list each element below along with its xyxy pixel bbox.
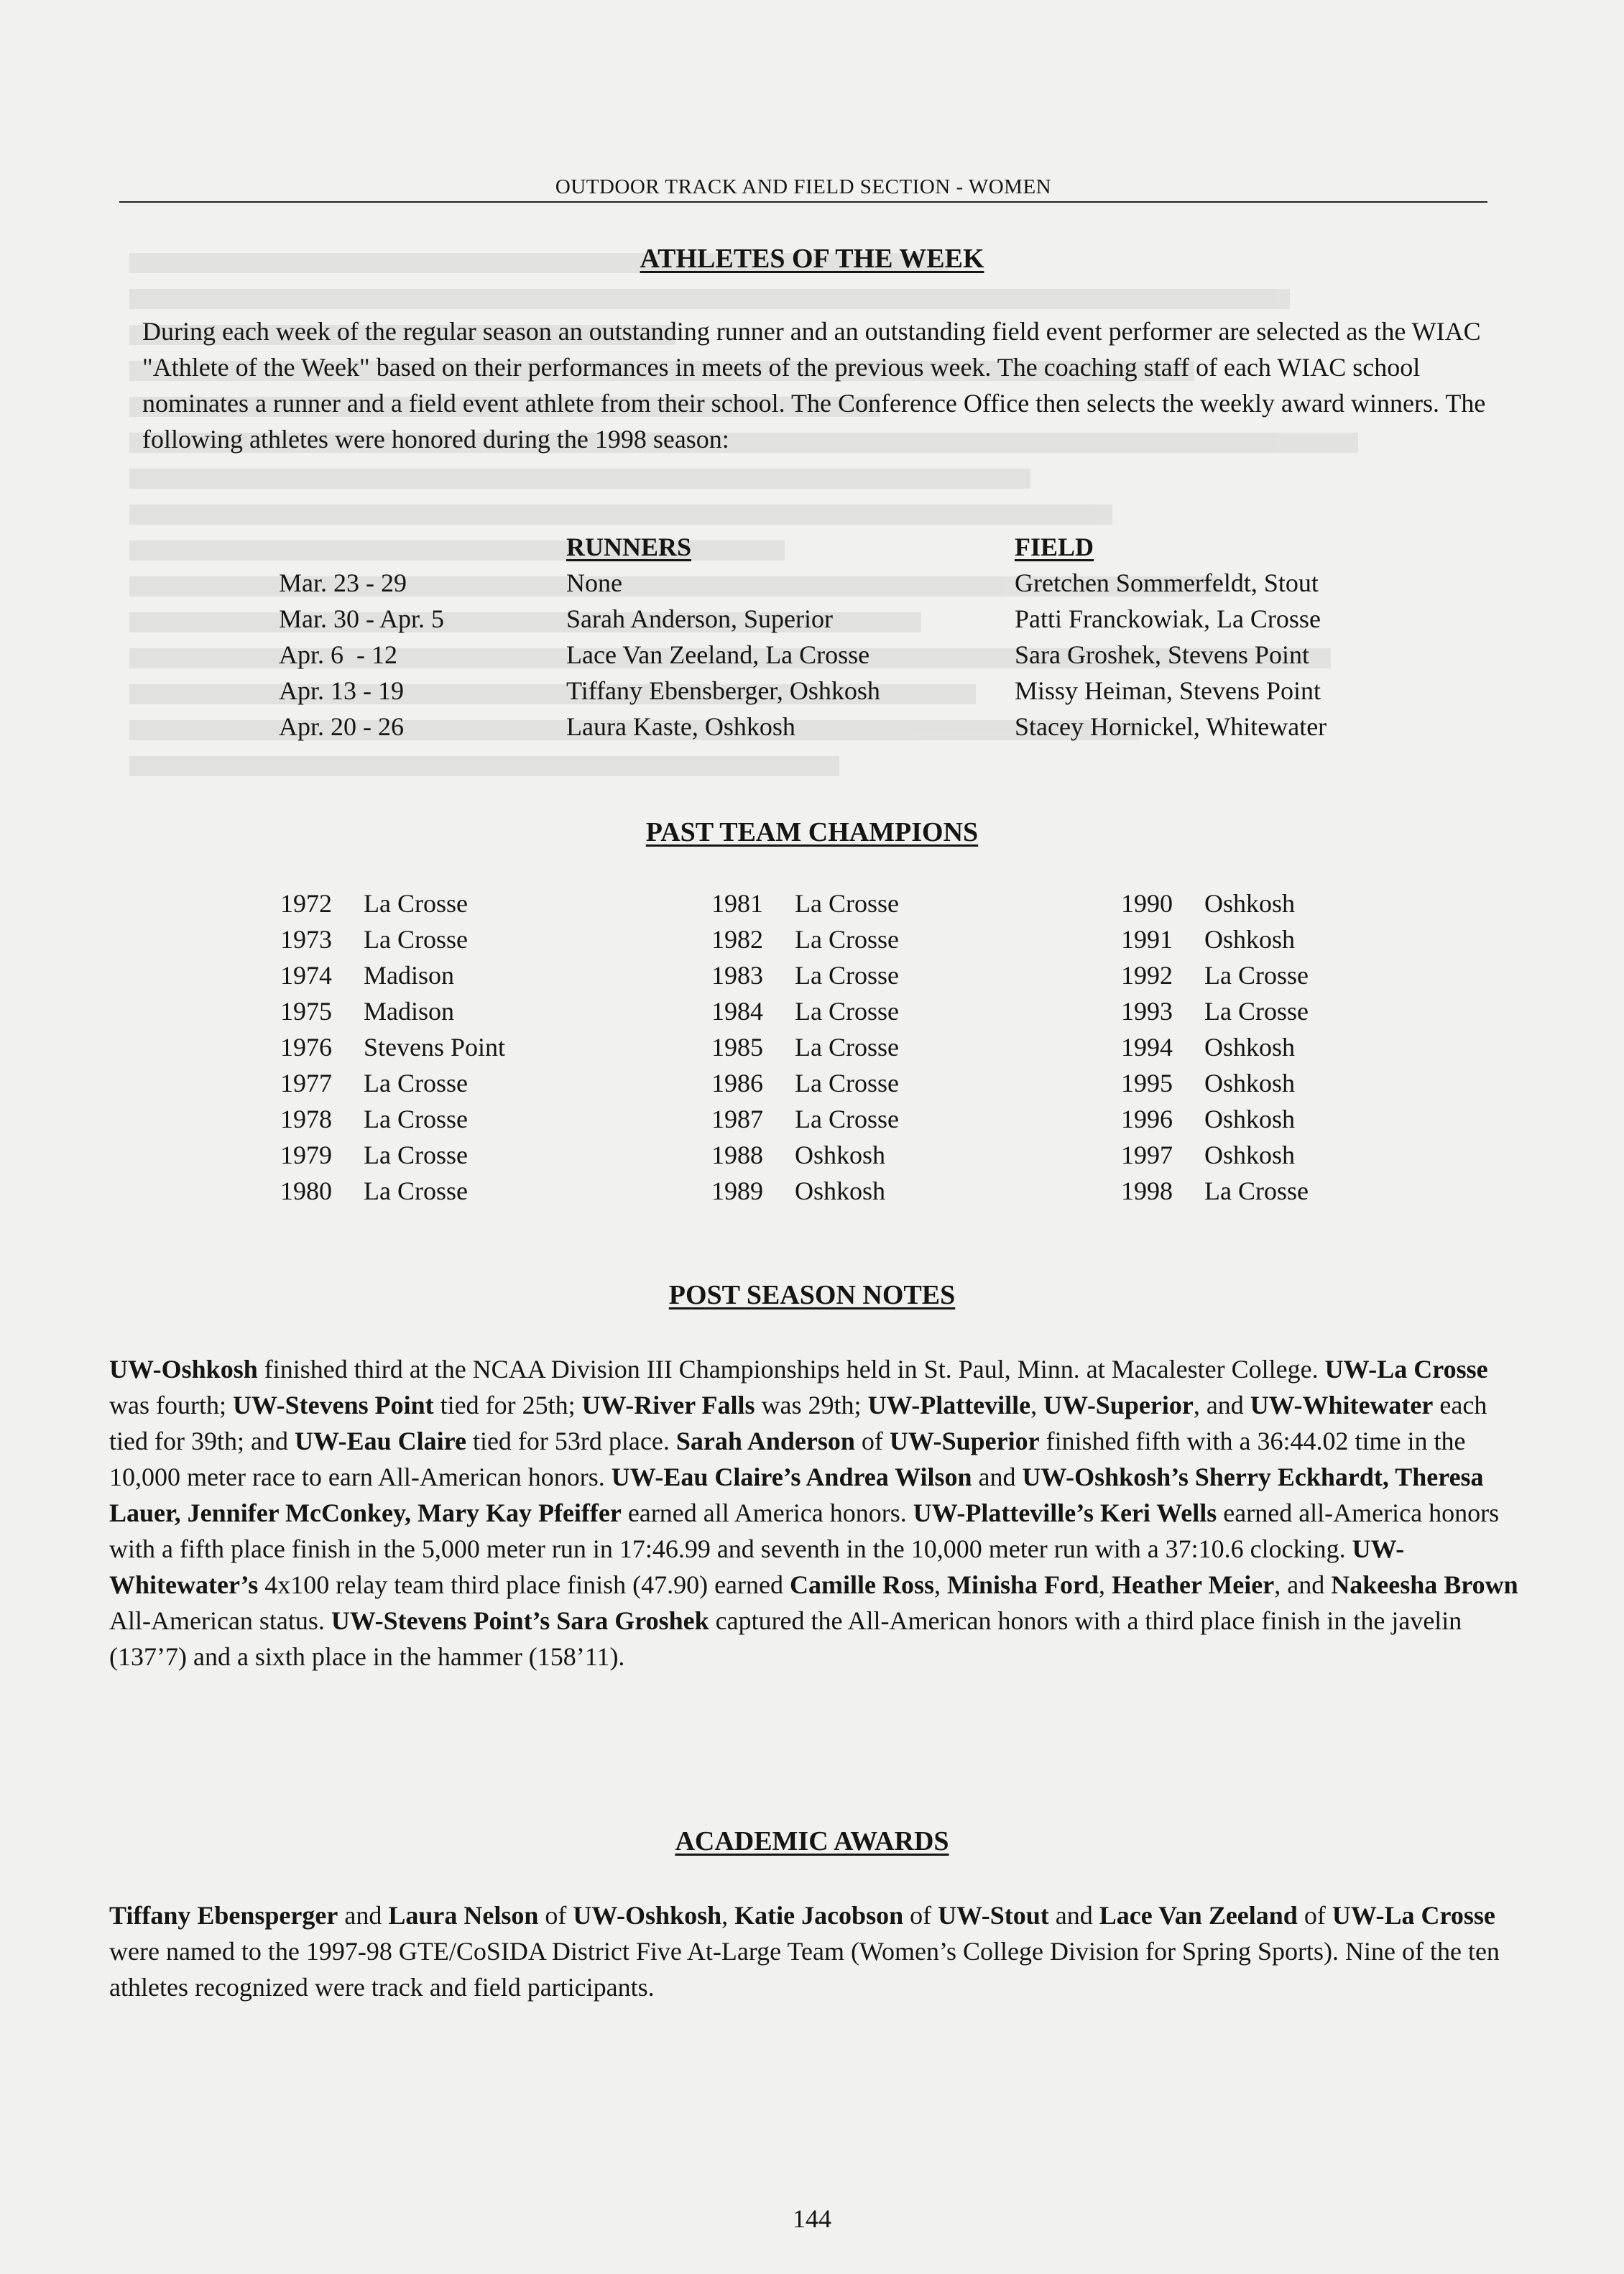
champion-team: Madison: [364, 997, 454, 1026]
runner-winner: Sarah Anderson, Superior: [566, 604, 833, 633]
page-number: 144: [793, 2204, 831, 2233]
bold-text-segment: UW-Superior: [889, 1427, 1040, 1455]
bold-text-segment: Katie Jacobson: [734, 1901, 904, 1930]
champion-year: 1991: [1121, 925, 1173, 954]
champion-year: 1982: [711, 925, 763, 954]
champion-team: Madison: [364, 961, 454, 990]
week-dates: Apr. 20 - 26: [279, 712, 404, 741]
field-winner: Stacey Hornickel, Whitewater: [1015, 712, 1327, 741]
text-segment: 4x100 relay team third place finish (47.90) earned: [258, 1570, 790, 1599]
champion-year: 1978: [280, 1105, 332, 1133]
champion-year: 1994: [1121, 1033, 1173, 1062]
champion-team: La Crosse: [795, 889, 899, 918]
text-segment: , and: [1193, 1391, 1250, 1419]
bold-text-segment: UW-Eau Claire: [294, 1427, 466, 1455]
champion-team: La Crosse: [1204, 961, 1309, 990]
champion-row: [711, 1101, 899, 1137]
text-segment: tied for 25th;: [433, 1391, 582, 1419]
bold-text-segment: Lace Van Zeeland: [1099, 1901, 1298, 1930]
champion-year: 1980: [280, 1177, 332, 1205]
past-champions-heading: PAST TEAM CHAMPIONS: [645, 817, 979, 847]
text-segment: captured the All-American honors with a third place finish in the javelin (137’7) and a sixth place in the hammer (158’11).: [109, 1606, 1462, 1671]
runner-winner: Lace Van Zeeland, La Crosse: [566, 640, 870, 669]
text-segment: , and: [1274, 1570, 1332, 1599]
champion-row: [1121, 1029, 1309, 1065]
champion-year: 1976: [280, 1033, 332, 1062]
champion-year: 1985: [711, 1033, 763, 1062]
champion-team: La Crosse: [1204, 997, 1309, 1026]
champion-row: [1121, 1173, 1309, 1209]
text-segment: ,: [721, 1901, 735, 1930]
champions-column-1: [280, 885, 505, 1209]
field-winner: Sara Groshek, Stevens Point: [1015, 640, 1309, 669]
champion-row: [280, 1101, 505, 1137]
champion-row: [711, 1029, 899, 1065]
champion-row: [280, 1173, 505, 1209]
champion-team: La Crosse: [364, 1069, 468, 1097]
text-segment: ,: [1099, 1570, 1112, 1599]
bold-text-segment: UW-Stout: [938, 1901, 1049, 1930]
bold-text-segment: UW-La Crosse: [1332, 1901, 1495, 1930]
champion-row: [1121, 957, 1309, 993]
champion-team: La Crosse: [795, 961, 899, 990]
champion-year: 1983: [711, 961, 763, 990]
champion-year: 1998: [1121, 1177, 1173, 1205]
champion-team: Oshkosh: [1204, 1141, 1296, 1169]
champion-team: La Crosse: [795, 925, 899, 954]
champion-year: 1977: [280, 1069, 332, 1097]
champion-team: La Crosse: [364, 1105, 468, 1133]
field-winner: Gretchen Sommerfeldt, Stout: [1015, 568, 1319, 597]
champion-row: [711, 993, 899, 1029]
champion-team: Oshkosh: [1204, 1033, 1296, 1062]
runners-heading: RUNNERS: [566, 533, 692, 561]
champion-year: 1981: [711, 889, 763, 918]
champion-row: [280, 1029, 505, 1065]
champion-row: [1121, 1137, 1309, 1173]
champion-team: La Crosse: [795, 1105, 899, 1133]
text-segment: finished third at the NCAA Division III Championships held in St. Paul, Minn. at Macalester College.: [257, 1355, 1325, 1384]
champion-year: 1979: [280, 1141, 332, 1169]
week-dates: Apr. 13 - 19: [279, 676, 404, 705]
bold-text-segment: UW-River Falls: [581, 1391, 755, 1419]
bold-text-segment: Minisha Ford: [947, 1570, 1099, 1599]
champion-team: La Crosse: [795, 1033, 899, 1062]
champion-team: Oshkosh: [795, 1177, 886, 1205]
bold-text-segment: UW-La Crosse: [1324, 1355, 1488, 1384]
academic-awards-heading: ACADEMIC AWARDS: [675, 1826, 949, 1856]
field-column: [1015, 529, 1327, 745]
academic-awards-paragraph: [109, 1897, 1522, 2005]
section-header: OUTDOOR TRACK AND FIELD SECTION - WOMEN: [119, 175, 1487, 203]
bold-text-segment: UW-Stevens Point: [232, 1391, 434, 1419]
text-segment: All-American status.: [109, 1606, 331, 1635]
bold-text-segment: UW-Whitewater’s: [109, 1534, 1405, 1599]
bold-text-segment: UW-Whitewater: [1250, 1391, 1434, 1419]
champion-row: [280, 1065, 505, 1101]
text-segment: earned all America honors.: [621, 1499, 913, 1527]
text-segment: earned all-America honors with a fifth place finish in the 5,000 meter run in 17:46.99 and seventh in the 10,000 meter run with a 37:10.6 clocking.: [109, 1499, 1500, 1563]
champion-row: [711, 1137, 899, 1173]
text-segment: finished fifth with a 36:44.02 time in the 10,000 meter race to earn All-American honors.: [109, 1427, 1466, 1491]
champion-year: 1987: [711, 1105, 763, 1133]
bold-text-segment: UW-Stevens Point’s Sara Groshek: [331, 1606, 709, 1635]
text-segment: of: [854, 1427, 890, 1455]
champion-row: [711, 1173, 899, 1209]
champion-team: La Crosse: [364, 1177, 468, 1205]
text-segment: and: [1048, 1901, 1099, 1930]
champion-row: [711, 921, 899, 957]
week-dates: Mar. 23 - 29: [279, 568, 407, 597]
champion-row: [280, 885, 505, 921]
week-dates: Apr. 6 - 12: [279, 640, 397, 669]
champion-year: 1986: [711, 1069, 763, 1097]
field-winner: Patti Franckowiak, La Crosse: [1015, 604, 1321, 633]
text-segment: of: [903, 1901, 938, 1930]
champion-row: [1121, 885, 1309, 921]
champion-year: 1973: [280, 925, 332, 954]
runners-column: [566, 529, 880, 745]
text-segment: tied for 53rd place.: [466, 1427, 676, 1455]
text-segment: each tied for 39th; and: [109, 1391, 1487, 1455]
champion-year: 1997: [1121, 1141, 1173, 1169]
champions-column-3: [1121, 885, 1309, 1209]
champion-team: Oshkosh: [1204, 1105, 1296, 1133]
bold-text-segment: UW-Platteville: [867, 1391, 1031, 1419]
champion-row: [280, 993, 505, 1029]
champion-year: 1984: [711, 997, 763, 1026]
bold-text-segment: Camille Ross: [790, 1570, 934, 1599]
champion-row: [1121, 1101, 1309, 1137]
bold-text-segment: UW-Platteville’s Keri Wells: [913, 1499, 1217, 1527]
champion-year: 1972: [280, 889, 332, 918]
text-segment: and: [338, 1901, 389, 1930]
champion-team: Oshkosh: [1204, 1069, 1296, 1097]
runner-winner: Laura Kaste, Oshkosh: [566, 712, 795, 741]
field-heading: FIELD: [1015, 533, 1094, 561]
champion-team: La Crosse: [795, 1069, 899, 1097]
bold-text-segment: Sarah Anderson: [675, 1427, 855, 1455]
post-season-paragraph: [109, 1351, 1522, 1675]
champion-year: 1990: [1121, 889, 1173, 918]
text-segment: was 29th;: [755, 1391, 868, 1419]
runner-winner: None: [566, 568, 622, 597]
champion-row: [1121, 993, 1309, 1029]
champion-year: 1975: [280, 997, 332, 1026]
champion-team: Oshkosh: [795, 1141, 886, 1169]
field-winner: Missy Heiman, Stevens Point: [1015, 676, 1321, 705]
champion-team: Oshkosh: [1204, 925, 1296, 954]
runner-winner: Tiffany Ebensberger, Oshkosh: [566, 676, 880, 705]
champion-team: La Crosse: [1204, 1177, 1309, 1205]
champion-year: 1996: [1121, 1105, 1173, 1133]
athletes-of-week-heading: ATHLETES OF THE WEEK: [640, 244, 984, 274]
champion-team: La Crosse: [364, 925, 468, 954]
champion-year: 1993: [1121, 997, 1173, 1026]
athletes-of-week-intro: During each week of the regular season an outstanding runner and an outstanding field event performer are selected as the WIAC "Athlete of the Week" based on their performances in meets of the previous week. The coaching staff of each WIAC school nominates a runner and a field event athlete from their school. The Conference Office then selects the weekly award winners. The following athletes were honored during the 1998 season:: [142, 317, 1486, 454]
week-dates: Mar. 30 - Apr. 5: [279, 604, 444, 633]
champion-row: [1121, 1065, 1309, 1101]
champion-row: [711, 957, 899, 993]
champion-team: Oshkosh: [1204, 889, 1296, 918]
champion-year: 1989: [711, 1177, 763, 1205]
champion-row: [280, 1137, 505, 1173]
text-segment: was fourth;: [109, 1391, 233, 1419]
bold-text-segment: Laura Nelson: [388, 1901, 539, 1930]
text-segment: of: [538, 1901, 573, 1930]
text-segment: and: [972, 1463, 1023, 1491]
champion-row: [711, 1065, 899, 1101]
champion-row: [711, 885, 899, 921]
bold-text-segment: UW-Oshkosh’s Sherry Eckhardt, Theresa Lauer, Jennifer McConkey, Mary Kay Pfeiffer: [109, 1463, 1484, 1527]
text-segment: ,: [1030, 1391, 1044, 1419]
champion-row: [280, 957, 505, 993]
champion-year: 1974: [280, 961, 332, 990]
bold-text-segment: Nakeesha Brown: [1331, 1570, 1518, 1599]
bold-text-segment: UW-Oshkosh: [573, 1901, 722, 1930]
bold-text-segment: Heather Meier: [1112, 1570, 1275, 1599]
bold-text-segment: UW-Eau Claire’s Andrea Wilson: [611, 1463, 972, 1491]
champion-year: 1988: [711, 1141, 763, 1169]
champion-row: [280, 921, 505, 957]
text-segment: ,: [934, 1570, 947, 1599]
champion-year: 1992: [1121, 961, 1173, 990]
champion-team: La Crosse: [364, 889, 468, 918]
champion-row: [1121, 921, 1309, 957]
champion-year: 1995: [1121, 1069, 1173, 1097]
bold-text-segment: UW-Oshkosh: [109, 1355, 258, 1384]
weeks-dates-column: [279, 529, 444, 745]
text-segment: were named to the 1997-98 GTE/CoSIDA District Five At-Large Team (Women’s College Division for Spring Sports). Nine of the ten athletes recognized were track and field participants.: [109, 1937, 1500, 2002]
bold-text-segment: UW-Superior: [1043, 1391, 1194, 1419]
champion-team: La Crosse: [364, 1141, 468, 1169]
text-segment: of: [1297, 1901, 1332, 1930]
champions-column-2: [711, 885, 899, 1209]
bold-text-segment: Tiffany Ebensperger: [109, 1901, 338, 1930]
champion-team: La Crosse: [795, 997, 899, 1026]
post-season-heading: POST SEASON NOTES: [668, 1280, 956, 1310]
champion-team: Stevens Point: [364, 1033, 506, 1062]
